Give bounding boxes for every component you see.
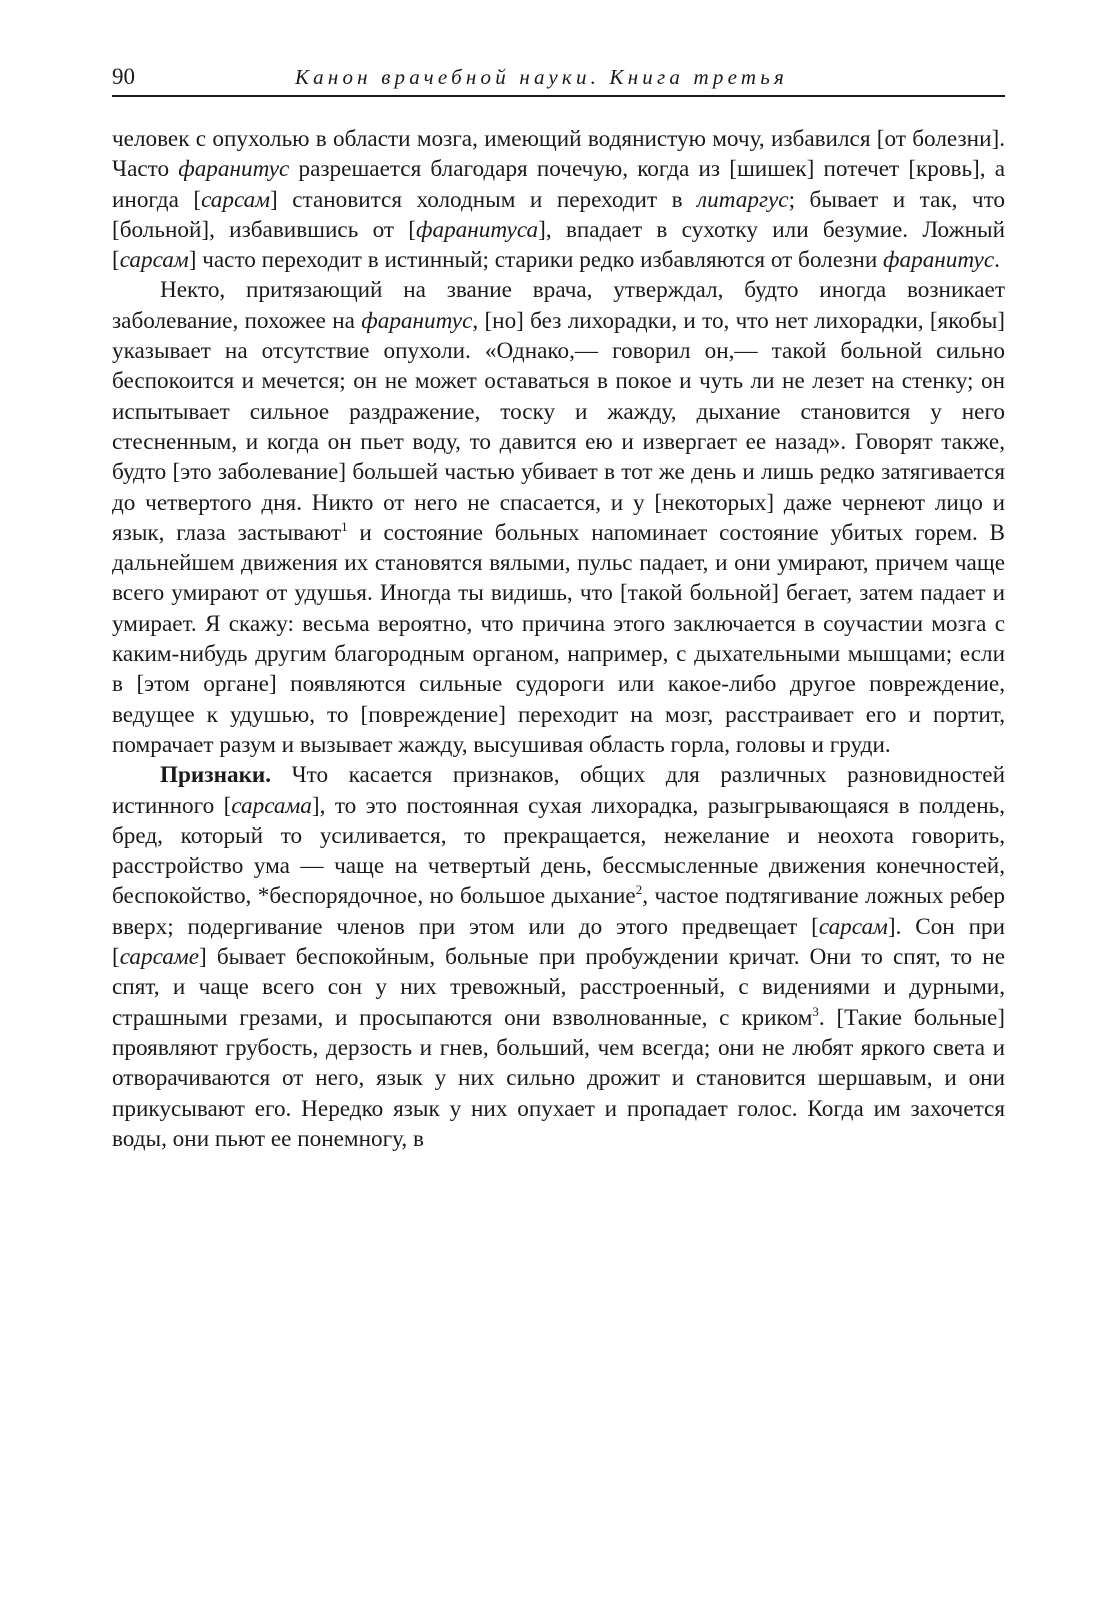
body-text: [112, 124, 1005, 1154]
text-run: ], то это постоянная сухая лихорадка, разыгрывающаяся в полдень, бред, который то усиливается, то прекращается, нежелание и неохота говорить, расстройство ума — чаще на четвертый день, бессмысленные движения конечностей, беспокойство, *беспорядочное, но большое дыхание: [112, 792, 1006, 910]
italic-term: фаранитус: [361, 307, 473, 334]
text-run: ]. Сон при [: [112, 913, 1005, 971]
italic-term: фаранитуса: [416, 216, 539, 243]
text-run: .: [994, 247, 1000, 274]
header-rule: [112, 95, 1005, 97]
italic-term: сарсаме: [119, 944, 199, 971]
running-title: Канон врачебной науки. Книга третья: [295, 65, 788, 89]
footnote-marker: 2: [635, 882, 643, 898]
text-run: человек с опухолью в области мозга, имеющий водянистую мочу, избавился [от болезни]. Часто: [112, 126, 1005, 183]
text-run: Некто, притязающий на звание врача, утверждал, будто иногда возникает заболевание, похожее на: [112, 277, 1005, 334]
text-run: ], впадает в сухотку или безумие. Ложный [: [112, 216, 1005, 274]
page-number: 90: [112, 64, 135, 89]
italic-term: фаранитус: [883, 247, 995, 274]
text-run: разрешается благодаря почечую, когда из [шишек] потечет [кровь], а иногда [: [112, 156, 1005, 213]
italic-term: сарсама: [231, 792, 312, 819]
footnote-marker: 3: [812, 1003, 819, 1019]
italic-term: фаранитус: [178, 156, 290, 183]
text-run: ; бывает и так, что [больной], избавившись от [: [112, 186, 1005, 243]
text-run: , [но] без лихорадки, и то, что нет лихорадки, [якобы] указывает на отсутствие опухоли. «Однако,— говорил он,— такой больной сильно беспокоится и мечется; он не может оставаться в покое и чуть ли не лезет на стенку; он испытывает сильное раздражение, тоску и жажду, дыхание становится у него стесненным, и когда он пьет воду, то давится ею и извергает ее назад». Говорят также, будто [это заболевание] большей частью убивает в тот же день и лишь редко затягивается до четвертого дня. Никто от него не спасается, и у [некоторых] даже чернеют лицо и язык, глаза застывают: [112, 307, 1006, 546]
italic-term: сарсам: [818, 913, 888, 940]
text-run: , частое подтягивание ложных ребер вверх; подергивание членов при этом или до этого предвещает [: [112, 883, 1005, 940]
italic-term: сарсам: [201, 186, 271, 213]
text-run: и состояние больных напоминает состояние убитых горем. В дальнейшем движения их становятся вялыми, пульс падает, и они умирают, причем чаще всего умирают от удушья. Иногда ты видишь, что [такой больной] бегает, затем падает и умирает. Я скажу: весьма вероятно, что причина этого заключается в соучастии мозга с каким-нибудь другим благородным органом, например, с дыхательными мышцами; если в [этом органе] появляются сильные судороги или какое-либо другое повреждение, ведущее к удушью, то [повреждение] переходит на мозг, расстраивает его и портит, помрачает разум и вызывает жажду, высушивая область горла, головы и груди.: [112, 519, 1005, 758]
italic-term: литаргус: [697, 186, 789, 213]
text-run: ] бывает беспокойным, больные при пробуждении кричат. Они то спят, то не спят, и чаще всего сон у них тревожный, расстроенный, с видениями и дурными, страшными грезами, и просыпаются они взволнованные, с криком: [112, 944, 1005, 1031]
footnote-marker: 1: [341, 518, 348, 534]
paragraph: [112, 275, 1005, 760]
text-run: Что касается признаков, общих для различных разновидностей истинного [: [112, 762, 1005, 819]
text-run: ] часто переходит в истинный; старики редко избавляются от болезни: [188, 247, 884, 274]
italic-term: сарсам: [119, 247, 189, 274]
text-run: ] становится холодным и переходит в: [270, 186, 698, 213]
section-heading: Признаки.: [160, 762, 272, 789]
paragraph: [112, 760, 1005, 1154]
paragraph: [112, 124, 1005, 275]
page-header: [112, 62, 1005, 96]
text-run: . [Такие больные] проявляют грубость, дерзость и гнев, больший, чем всегда; они не любят яркого света и отворачиваются от него, язык у них сильно дрожит и становится шершавым, и они прикусывают его. Нередко язык у них опухает и пропадает голос. Когда им захочется воды, они пьют ее понемногу, в: [112, 1004, 1005, 1152]
